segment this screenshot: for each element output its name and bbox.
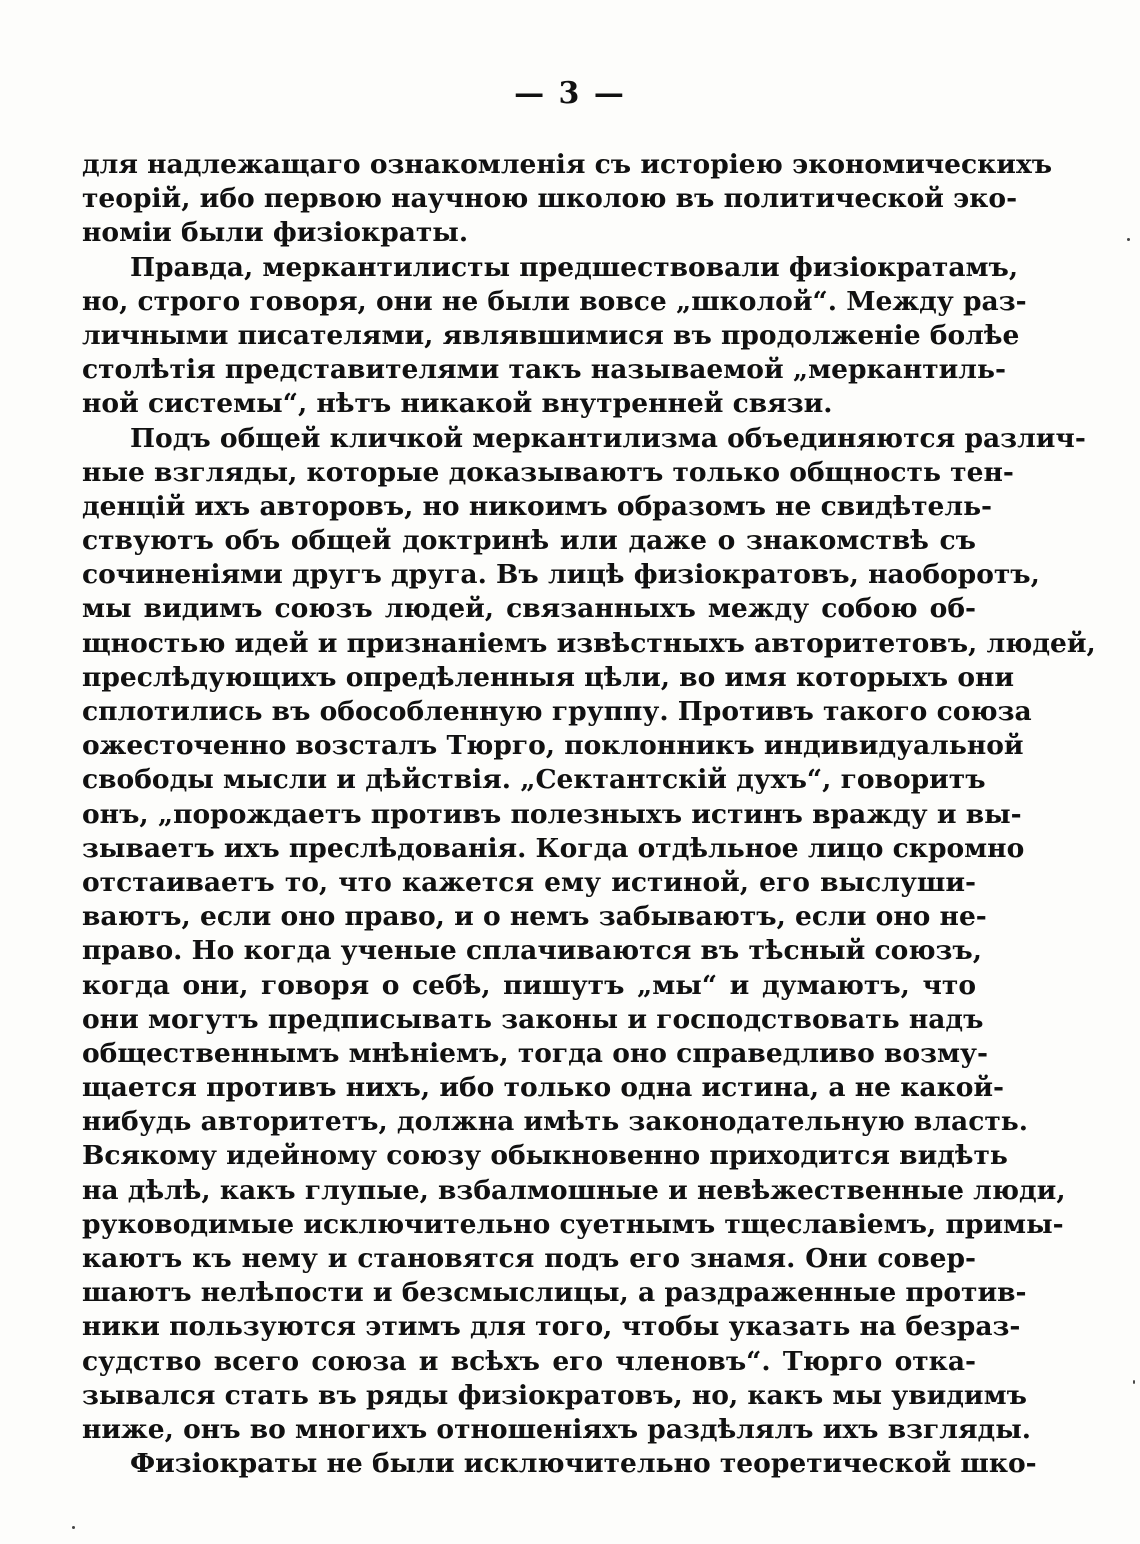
text-line: Всякому идейному союзу обыкновенно приходится видѣть (82, 1140, 1008, 1172)
text-line: ные взгляды, которые доказываютъ только общность тен- (82, 456, 1014, 488)
text-line: свободы мысли и дѣйствія. „Сектантскій духъ“, говоритъ (82, 764, 986, 796)
text-line: теорій, ибо первою научною школою въ политической эко- (82, 183, 1018, 215)
page-number: — 3 — (514, 76, 626, 111)
text-line: преслѣдующихъ опредѣленныя цѣли, во имя которыхъ они (82, 661, 1015, 693)
text-line: мы видимъ союзъ людей, связанныхъ между собою об- (82, 593, 976, 625)
text-line: отстаиваетъ то, что кажется ему истиной, его выслуши- (82, 866, 976, 898)
text-line: Подъ общей кличкой меркантилизма объединяются различ- (130, 422, 1086, 454)
text-line: номіи были физіократы. (82, 217, 469, 249)
text-line: ники пользуются этимъ для того, чтобы указать на безраз- (82, 1311, 1021, 1343)
text-line: ствуютъ объ общей доктринѣ или даже о знакомствѣ съ (82, 525, 976, 557)
text-line: ной системы“, нѣтъ никакой внутренней связи. (82, 388, 833, 420)
text-line: шаютъ нелѣпости и безсмыслицы, а раздраженные против- (82, 1277, 1027, 1309)
text-line: онъ, „порождаетъ противъ полезныхъ истинъ вражду и вы- (82, 798, 1022, 830)
text-line: Физіократы не были исключительно теоретической шко- (130, 1448, 1037, 1480)
text-line: денцій ихъ авторовъ, но никоимъ образомъ не свидѣтель- (82, 490, 993, 522)
text-line: общественнымъ мнѣніемъ, тогда оно справедливо возму- (82, 1037, 988, 1069)
text-line: они могутъ предписывать законы и господствовать надъ (82, 1003, 984, 1035)
text-line: столѣтія представителями такъ называемой „меркантиль- (82, 354, 1006, 386)
text-line: зываетъ ихъ преслѣдованія. Когда отдѣльное лицо скромно (82, 832, 1025, 864)
text-line: для надлежащаго ознакомленія съ исторіею экономическихъ (82, 149, 1053, 180)
text-line: сочиненіями другъ друга. Въ лицѣ физіократовъ, наоборотъ, (82, 559, 1040, 591)
text-line: судство всего союза и всѣхъ его членовъ“. Тюрго отка- (82, 1345, 976, 1377)
text-line: щается противъ нихъ, ибо только одна истина, а не какой- (82, 1072, 1005, 1104)
text-line: ваютъ, если оно право, и о немъ забываютъ, если оно не- (82, 901, 987, 933)
text-line: право. Но когда ученые сплачиваются въ тѣсный союзъ, (82, 935, 982, 967)
text-line: ожесточенно возсталъ Тюрго, поклонникъ индивидуальной (82, 730, 1024, 762)
text-line: когда они, говоря о себѣ, пишутъ „мы“ и думаютъ, что (82, 969, 976, 1001)
text-line: на дѣлѣ, какъ глупые, взбалмошные и невѣжественные люди, (82, 1174, 1066, 1206)
text-line: но, строго говоря, они не были вовсе „школой“. Между раз- (82, 285, 1027, 317)
text-line: руководимые исключительно суетнымъ тщеславіемъ, примы- (82, 1208, 1064, 1240)
text-line: нибудь авторитетъ, должна имѣть законодательную власть. (82, 1106, 1028, 1138)
text-line: личными писателями, являвшимися въ продолженіе болѣе (82, 319, 1020, 351)
text-line: щностью идей и признаніемъ извѣстныхъ авторитетовъ, людей, (82, 627, 1096, 659)
text-line: сплотились въ обособленную группу. Противъ такого союза (82, 696, 1032, 727)
scan-speck (72, 1526, 75, 1529)
scan-speck (1133, 1380, 1135, 1384)
text-line: каютъ къ нему и становятся подъ его знамя. Они совер- (82, 1243, 976, 1274)
text-line: Правда, меркантилисты предшествовали физіократамъ, (130, 251, 1019, 283)
text-line: ниже, онъ во многихъ отношеніяхъ раздѣлялъ ихъ взгляды. (82, 1413, 1031, 1445)
text-line: зывался стать въ ряды физіократовъ, но, какъ мы увидимъ (82, 1379, 1027, 1411)
scan-speck (1127, 238, 1130, 241)
body-text (82, 148, 1096, 1481)
